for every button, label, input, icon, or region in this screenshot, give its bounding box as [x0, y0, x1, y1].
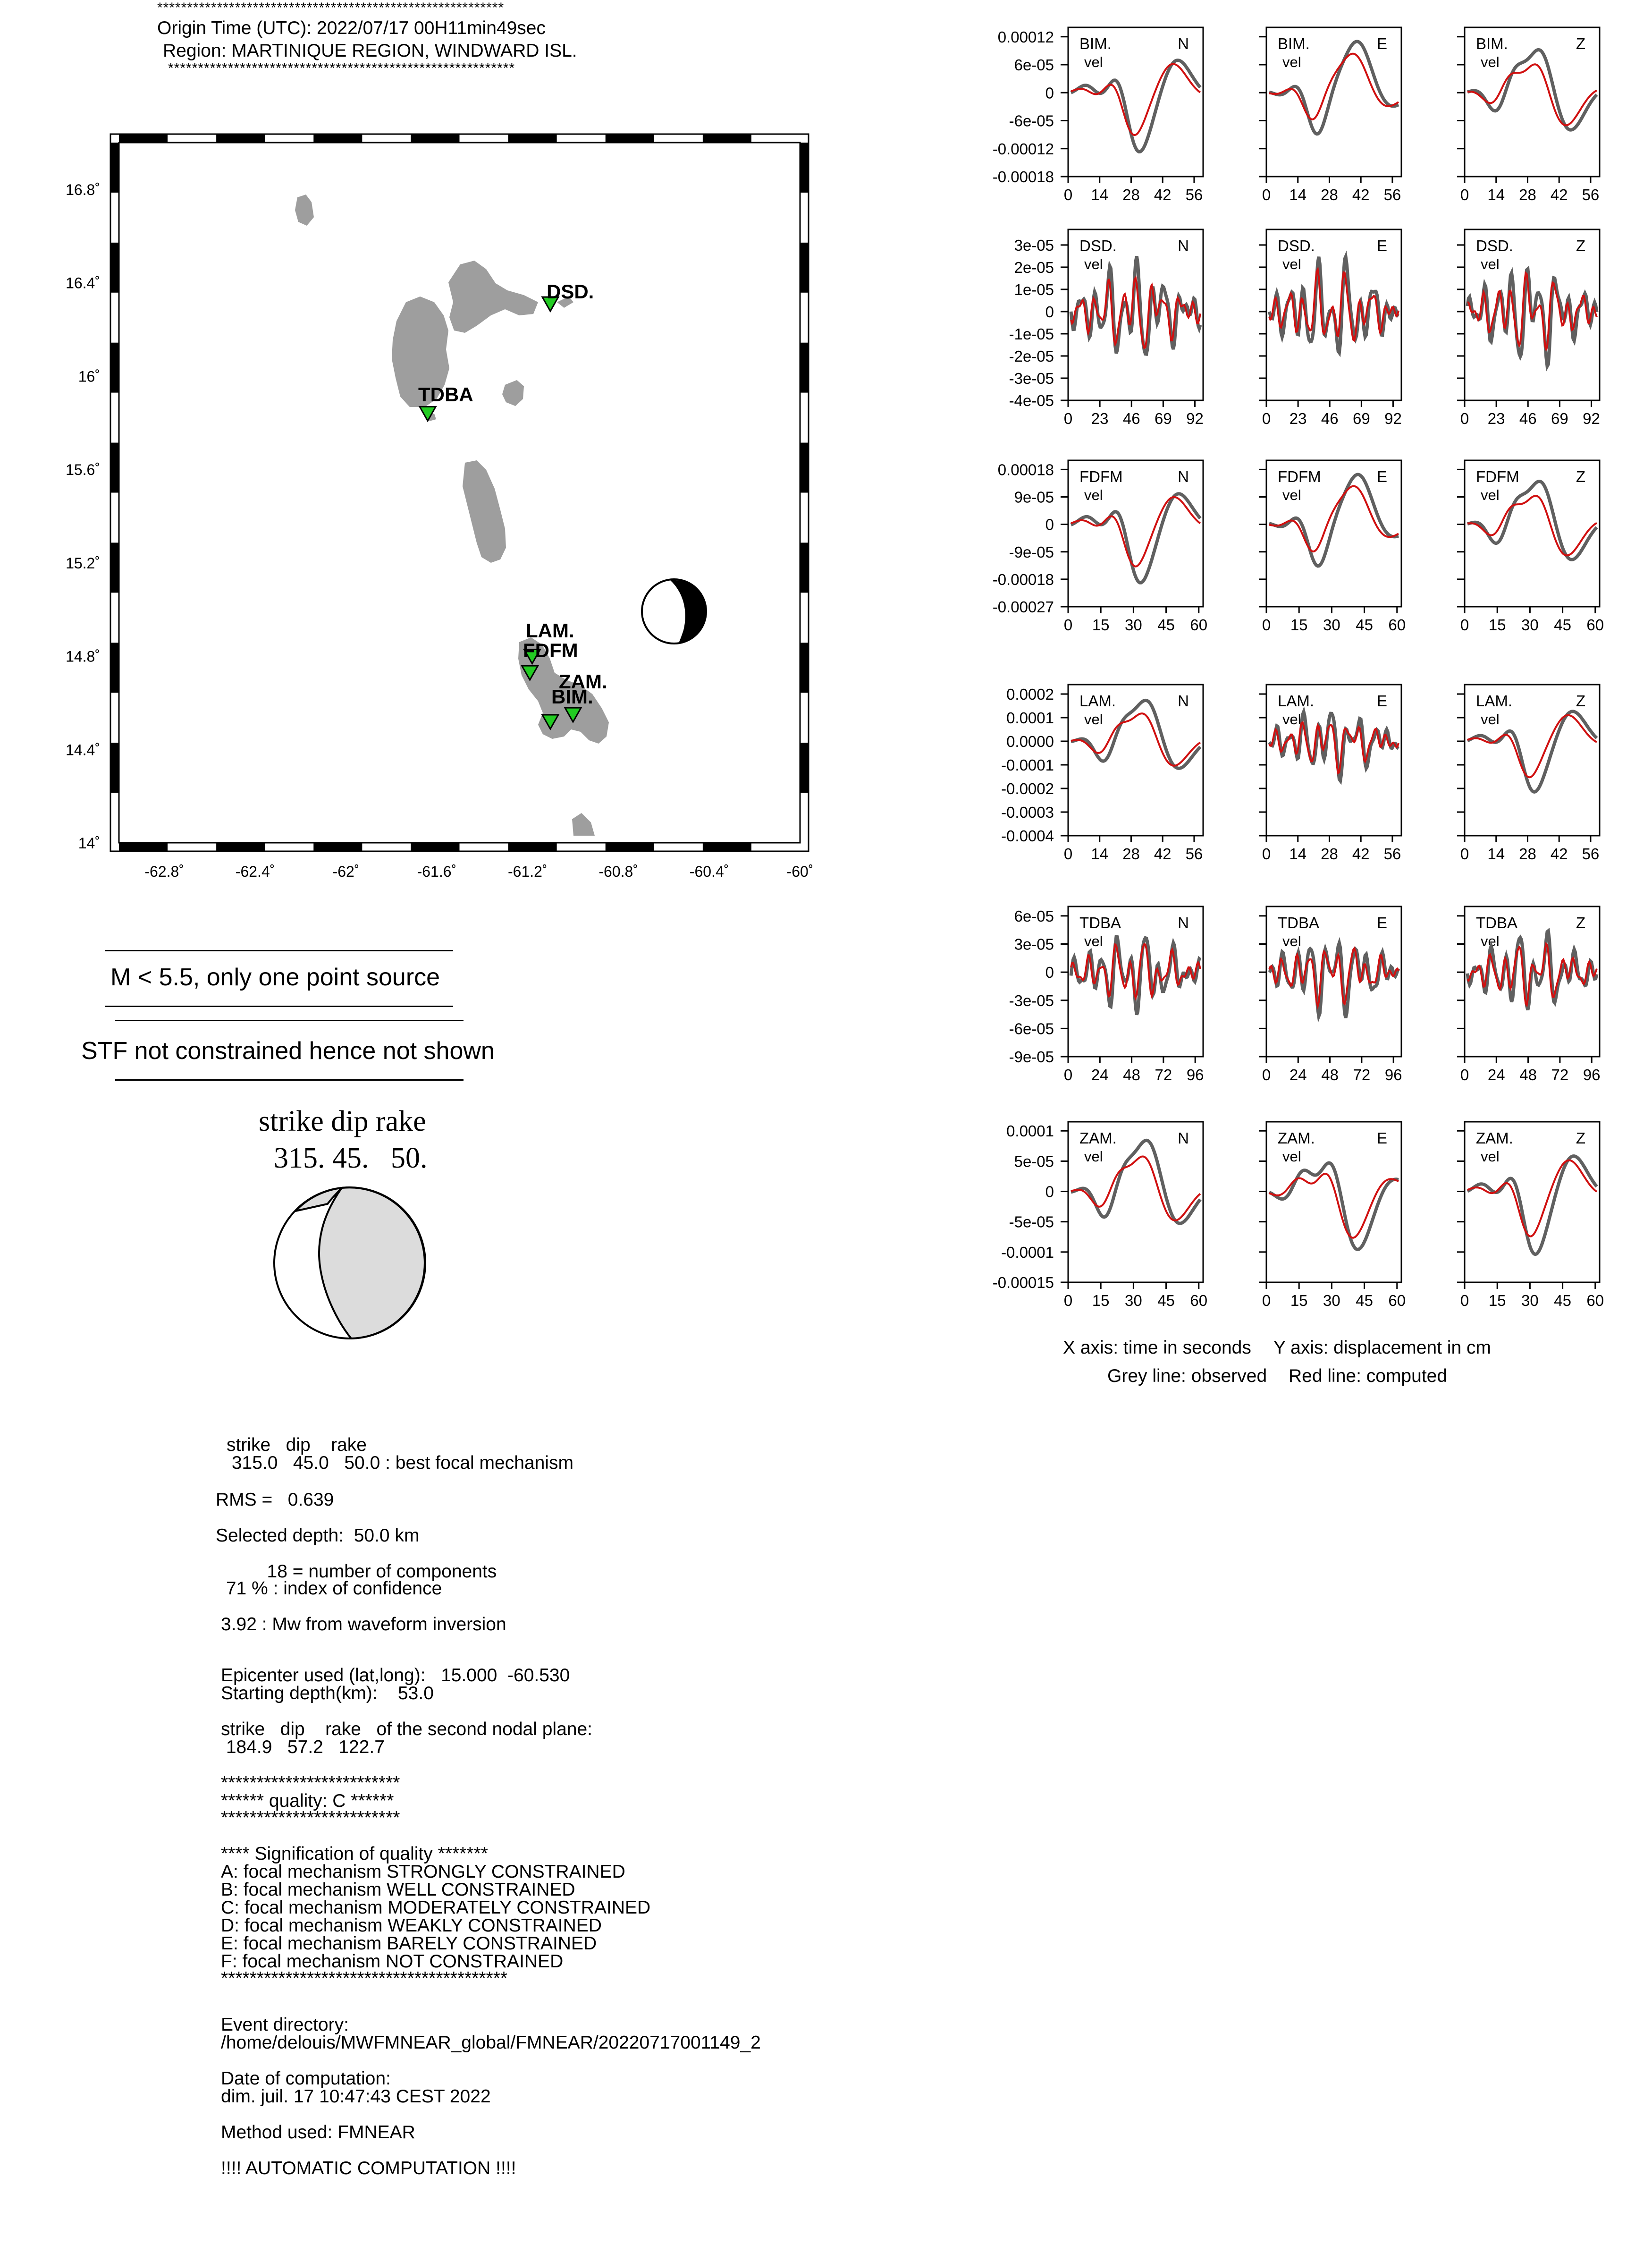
- x-tick-label: 15: [1092, 616, 1110, 634]
- x-tick-label: 56: [1185, 186, 1203, 203]
- station-label: FDFM: [1278, 468, 1321, 485]
- y-tick-label: -6e-05: [1009, 112, 1054, 130]
- y-tick-label: 0: [1045, 303, 1054, 321]
- header-stars-bottom: **********************************************************: [168, 60, 515, 76]
- x-tick-label: 0: [1460, 1066, 1469, 1084]
- starting-depth: Starting depth(km): 53.0: [221, 1683, 434, 1703]
- station-label: FDFM: [1476, 468, 1519, 485]
- wave-panel: [1457, 685, 1600, 863]
- y-tick-label: 0.00012: [997, 28, 1054, 46]
- island-dominica: [463, 460, 506, 563]
- lat-tick-label: 14˚: [78, 835, 100, 852]
- x-tick-label: 0: [1063, 410, 1073, 427]
- island-montserrat: [295, 195, 314, 226]
- station-label: BIM.: [1476, 35, 1508, 52]
- y-tick-label: 5e-05: [1014, 1152, 1054, 1170]
- y-tick-label: 2e-05: [1014, 258, 1054, 276]
- x-tick-label: 28: [1519, 186, 1536, 203]
- y-tick-label: -5e-05: [1009, 1213, 1054, 1231]
- x-tick-label: 0: [1460, 410, 1469, 427]
- x-tick-label: 42: [1352, 186, 1370, 203]
- y-tick-label: 0.0001: [1006, 709, 1054, 727]
- y-tick-label: -0.0004: [1001, 827, 1054, 845]
- x-tick-label: 0: [1063, 1292, 1073, 1309]
- quality-d: D: focal mechanism WEAKLY CONSTRAINED: [221, 1915, 602, 1936]
- wave-panel: [1009, 906, 1204, 1084]
- x-tick-label: 23: [1289, 410, 1307, 427]
- station-label: TDBA: [1079, 914, 1121, 932]
- x-tick-label: 45: [1554, 616, 1571, 634]
- wave-panel: [1457, 27, 1600, 203]
- station-label: DSD.: [547, 280, 594, 303]
- y-tick-label: -0.00018: [992, 168, 1054, 186]
- x-tick-label: 30: [1521, 1292, 1539, 1309]
- sdr-head: strike dip rake: [227, 1435, 367, 1455]
- station-label: TDBA: [1476, 914, 1518, 932]
- x-tick-label: 15: [1488, 616, 1506, 634]
- lat-tick-label: 15.2˚: [66, 554, 100, 572]
- vel-label: vel: [1084, 711, 1103, 728]
- station-label: LAM.: [526, 619, 574, 642]
- component-label: N: [1178, 468, 1189, 485]
- wave-panel: [993, 27, 1203, 203]
- x-tick-label: 0: [1262, 410, 1271, 427]
- x-tick-label: 28: [1122, 845, 1140, 863]
- y-tick-label: -4e-05: [1009, 392, 1054, 409]
- x-tick-label: 46: [1122, 410, 1140, 427]
- wave-panel: [1457, 906, 1601, 1084]
- quality-stars: ****************************************: [221, 1968, 508, 1989]
- quality-c: C: focal mechanism MODERATELY CONSTRAINED: [221, 1897, 651, 1918]
- x-tick-label: 24: [1091, 1066, 1109, 1084]
- x-tick-label: 0: [1262, 616, 1271, 634]
- x-tick-label: 30: [1125, 1292, 1142, 1309]
- component-label: N: [1178, 237, 1189, 254]
- y-tick-label: 0: [1045, 516, 1054, 534]
- x-tick-label: 96: [1186, 1066, 1204, 1084]
- y-tick-label: 0.0001: [1006, 1122, 1054, 1140]
- station-label: LAM.: [1476, 692, 1513, 710]
- quality-stars: *************************: [221, 1808, 400, 1828]
- island-st-lucia: [572, 813, 595, 836]
- rule: [115, 1079, 464, 1081]
- mechanism-values: 315. 45. 50.: [274, 1142, 428, 1174]
- x-tick-label: 48: [1321, 1066, 1339, 1084]
- station-label: ZAM.: [559, 670, 607, 693]
- x-tick-label: 92: [1583, 410, 1600, 427]
- x-tick-label: 92: [1186, 410, 1204, 427]
- legend-red: Red line: computed: [1289, 1366, 1448, 1386]
- x-tick-label: 96: [1384, 1066, 1402, 1084]
- vel-label: vel: [1084, 933, 1103, 949]
- y-tick-label: 0.0000: [1006, 733, 1054, 750]
- component-label: N: [1178, 692, 1189, 710]
- x-tick-label: 15: [1092, 1292, 1110, 1309]
- wave-panel: [1259, 27, 1401, 203]
- x-tick-label: 92: [1384, 410, 1402, 427]
- quality-b: B: focal mechanism WELL CONSTRAINED: [221, 1880, 575, 1900]
- x-tick-label: 14: [1289, 186, 1307, 203]
- vel-label: vel: [1084, 1148, 1103, 1165]
- component-label: E: [1376, 237, 1387, 254]
- x-tick-label: 42: [1550, 186, 1568, 203]
- region: Region: MARTINIQUE REGION, WINDWARD ISL.: [163, 41, 577, 61]
- wave-panel: [1009, 229, 1204, 427]
- sdr-best: 315.0 45.0 50.0 : best focal mechanism: [227, 1453, 573, 1473]
- x-tick-label: 23: [1091, 410, 1109, 427]
- x-tick-label: 56: [1383, 845, 1401, 863]
- x-tick-label: 56: [1383, 186, 1401, 203]
- y-tick-label: 6e-05: [1014, 907, 1054, 925]
- y-tick-label: -0.00015: [992, 1274, 1054, 1291]
- lat-tick-label: 14.8˚: [66, 648, 100, 665]
- component-label: Z: [1576, 1129, 1585, 1147]
- vel-label: vel: [1084, 487, 1103, 503]
- station-label: BIM.: [1079, 35, 1112, 52]
- x-tick-label: 0: [1063, 616, 1073, 634]
- station-label: LAM.: [1278, 692, 1315, 710]
- x-tick-label: 45: [1554, 1292, 1571, 1309]
- quality: ****** quality: C ******: [221, 1791, 394, 1811]
- date-label: Date of computation:: [221, 2068, 391, 2089]
- x-tick-label: 14: [1289, 845, 1307, 863]
- legend-grey: Grey line: observed: [1107, 1366, 1267, 1386]
- wave-panel: [1259, 460, 1406, 634]
- x-tick-label: 30: [1323, 616, 1340, 634]
- x-tick-label: 56: [1582, 845, 1600, 863]
- x-tick-label: 69: [1551, 410, 1568, 427]
- legend-y-axis: Y axis: displacement in cm: [1273, 1338, 1491, 1358]
- y-tick-label: 3e-05: [1014, 935, 1054, 953]
- lat-tick-label: 14.4˚: [66, 741, 100, 759]
- lon-tick-label: -62.4˚: [235, 863, 275, 880]
- component-label: Z: [1576, 914, 1585, 932]
- lon-tick-label: -60˚: [786, 863, 814, 880]
- station-label: ZAM.: [1278, 1129, 1315, 1147]
- x-tick-label: 46: [1321, 410, 1339, 427]
- wave-panel: [993, 460, 1207, 634]
- x-tick-label: 69: [1155, 410, 1172, 427]
- map-stations: [418, 280, 607, 729]
- y-tick-label: 3e-05: [1014, 236, 1054, 254]
- station-label: TDBA: [418, 383, 473, 406]
- vel-label: vel: [1481, 54, 1500, 70]
- component-label: Z: [1576, 35, 1585, 52]
- component-label: Z: [1576, 692, 1585, 710]
- lon-tick-label: -62.8˚: [144, 863, 184, 880]
- x-tick-label: 28: [1519, 845, 1536, 863]
- y-tick-label: -3e-05: [1009, 369, 1054, 387]
- x-tick-label: 60: [1586, 616, 1604, 634]
- y-tick-label: -6e-05: [1009, 1020, 1054, 1038]
- mw: 3.92 : Mw from waveform inversion: [221, 1614, 506, 1635]
- component-label: Z: [1576, 468, 1585, 485]
- x-tick-label: 15: [1488, 1292, 1506, 1309]
- quality-f: F: focal mechanism NOT CONSTRAINED: [221, 1951, 564, 1972]
- x-tick-label: 60: [1388, 616, 1406, 634]
- num-components: 18 = number of components: [221, 1561, 497, 1582]
- x-tick-label: 42: [1550, 845, 1568, 863]
- wave-panel: [993, 1122, 1207, 1309]
- rule: [115, 1020, 464, 1021]
- vel-label: vel: [1481, 933, 1500, 949]
- x-tick-label: 28: [1122, 186, 1140, 203]
- vel-label: vel: [1282, 1148, 1301, 1165]
- epicenter: Epicenter used (lat,long): 15.000 -60.530: [221, 1665, 570, 1686]
- sdr2-values: 184.9 57.2 122.7: [221, 1737, 385, 1757]
- station-label: DSD.: [1278, 237, 1315, 254]
- x-tick-label: 56: [1582, 186, 1600, 203]
- waveform-grid: [972, 0, 1652, 1322]
- y-tick-label: -1e-05: [1009, 325, 1054, 343]
- panel-frame: [1068, 229, 1203, 400]
- y-tick-label: -0.0001: [1001, 1243, 1054, 1261]
- date-value: dim. juil. 17 10:47:43 CEST 2022: [221, 2086, 491, 2107]
- island-grande-terre: [448, 261, 538, 333]
- component-label: E: [1376, 1129, 1387, 1147]
- y-tick-label: -0.00027: [992, 598, 1054, 616]
- y-tick-label: -0.0002: [1001, 780, 1054, 797]
- lat-tick-label: 15.6˚: [66, 461, 100, 479]
- station-label: DSD.: [1079, 237, 1117, 254]
- x-tick-label: 24: [1487, 1066, 1505, 1084]
- x-tick-label: 60: [1190, 616, 1208, 634]
- x-tick-label: 0: [1262, 845, 1271, 863]
- y-tick-label: 6e-05: [1014, 56, 1054, 74]
- origin-time: Origin Time (UTC): 2022/07/17 00H11min49sec: [157, 18, 546, 38]
- x-tick-label: 30: [1521, 616, 1539, 634]
- x-tick-label: 46: [1519, 410, 1537, 427]
- x-tick-label: 45: [1356, 616, 1373, 634]
- lon-tick-label: -60.8˚: [598, 863, 638, 880]
- vel-label: vel: [1481, 711, 1500, 728]
- x-tick-label: 30: [1125, 616, 1142, 634]
- map-beachball: [642, 579, 706, 644]
- wave-panel: [1259, 685, 1401, 863]
- station-label: BIM.: [1278, 35, 1310, 52]
- x-tick-label: 30: [1323, 1292, 1340, 1309]
- y-tick-label: -2e-05: [1009, 347, 1054, 365]
- m-note: M < 5.5, only one point source: [110, 964, 440, 991]
- quality-e: E: focal mechanism BARELY CONSTRAINED: [221, 1933, 597, 1954]
- x-tick-label: 60: [1190, 1292, 1208, 1309]
- x-tick-label: 0: [1460, 616, 1469, 634]
- x-tick-label: 42: [1352, 845, 1370, 863]
- wave-panel: [1259, 1122, 1406, 1309]
- wave-panel: [1457, 460, 1604, 634]
- map: [0, 132, 831, 897]
- vel-label: vel: [1282, 711, 1301, 728]
- component-label: Z: [1576, 237, 1585, 254]
- y-tick-label: -0.00012: [992, 140, 1054, 158]
- vel-label: vel: [1481, 1148, 1500, 1165]
- y-tick-label: -9e-05: [1009, 1048, 1054, 1066]
- wave-panel: [1259, 906, 1402, 1084]
- x-tick-label: 96: [1583, 1066, 1601, 1084]
- component-label: N: [1178, 914, 1189, 932]
- x-tick-label: 72: [1353, 1066, 1371, 1084]
- vel-label: vel: [1282, 487, 1301, 503]
- x-tick-label: 14: [1091, 186, 1109, 203]
- lat-tick-label: 16.4˚: [66, 274, 100, 292]
- y-tick-label: 0: [1045, 84, 1054, 102]
- header-stars-top: **********************************************************: [157, 0, 505, 16]
- x-tick-label: 24: [1289, 1066, 1307, 1084]
- quality-a: A: focal mechanism STRONGLY CONSTRAINED: [221, 1862, 625, 1882]
- wave-panel: [1457, 229, 1600, 427]
- method: Method used: FMNEAR: [221, 2122, 415, 2143]
- lon-tick-label: -61.6˚: [417, 863, 457, 880]
- x-tick-label: 42: [1154, 186, 1172, 203]
- x-tick-label: 60: [1388, 1292, 1406, 1309]
- component-label: E: [1376, 35, 1387, 52]
- y-tick-label: -9e-05: [1009, 543, 1054, 561]
- vel-label: vel: [1481, 256, 1500, 272]
- y-tick-label: -0.0003: [1001, 804, 1054, 821]
- legend-x-axis: X axis: time in seconds: [1063, 1338, 1251, 1358]
- x-tick-label: 0: [1063, 1066, 1073, 1084]
- y-tick-label: 0.0002: [1006, 686, 1054, 703]
- lon-tick-label: -60.4˚: [689, 863, 729, 880]
- x-tick-label: 0: [1262, 1292, 1271, 1309]
- vel-label: vel: [1282, 256, 1301, 272]
- map-frame: [66, 134, 813, 880]
- event-dir-path: /home/delouis/MWFMNEAR_global/FMNEAR/20220717001149_2: [221, 2033, 761, 2053]
- x-tick-label: 0: [1063, 186, 1073, 203]
- y-tick-label: 0.00018: [997, 461, 1054, 479]
- x-tick-label: 45: [1157, 616, 1175, 634]
- x-tick-label: 48: [1123, 1066, 1140, 1084]
- event-dir-label: Event directory:: [221, 2015, 349, 2035]
- x-tick-label: 0: [1460, 1292, 1469, 1309]
- quality-stars: *************************: [221, 1773, 400, 1793]
- y-tick-label: 9e-05: [1014, 488, 1054, 506]
- x-tick-label: 45: [1157, 1292, 1175, 1309]
- y-tick-label: -0.0001: [1001, 756, 1054, 774]
- island-marie-galante: [502, 380, 524, 406]
- y-tick-label: 1e-05: [1014, 280, 1054, 298]
- x-tick-label: 15: [1290, 1292, 1308, 1309]
- vel-label: vel: [1282, 54, 1301, 70]
- station-label: ZAM.: [1079, 1129, 1117, 1147]
- y-tick-label: 0: [1045, 1183, 1054, 1201]
- x-tick-label: 0: [1262, 1066, 1271, 1084]
- x-tick-label: 45: [1356, 1292, 1373, 1309]
- x-tick-label: 14: [1487, 186, 1505, 203]
- selected-depth: Selected depth: 50.0 km: [216, 1525, 420, 1546]
- component-label: N: [1178, 1129, 1189, 1147]
- x-tick-label: 69: [1353, 410, 1370, 427]
- station-label: LAM.: [1079, 692, 1116, 710]
- station-label: FDFM: [523, 639, 578, 661]
- mechanism-heading: strike dip rake: [259, 1105, 426, 1137]
- x-tick-label: 23: [1487, 410, 1505, 427]
- rms: RMS = 0.639: [216, 1490, 334, 1510]
- auto-computation: !!!! AUTOMATIC COMPUTATION !!!!: [221, 2158, 516, 2178]
- vel-label: vel: [1282, 933, 1301, 949]
- x-tick-label: 15: [1290, 616, 1308, 634]
- x-tick-label: 28: [1321, 186, 1338, 203]
- quality-signification: **** Signification of quality *******: [221, 1844, 488, 1864]
- x-tick-label: 60: [1586, 1292, 1604, 1309]
- station-label: DSD.: [1476, 237, 1513, 254]
- x-tick-label: 14: [1091, 845, 1109, 863]
- station-label: TDBA: [1278, 914, 1320, 932]
- station-label: FDFM: [1079, 468, 1123, 485]
- x-tick-label: 14: [1487, 845, 1505, 863]
- wave-panel: [1259, 229, 1402, 427]
- x-tick-label: 56: [1185, 845, 1203, 863]
- x-tick-label: 48: [1519, 1066, 1537, 1084]
- x-tick-label: 72: [1551, 1066, 1569, 1084]
- lat-tick-label: 16˚: [78, 368, 100, 385]
- confidence: 71 % : index of confidence: [221, 1578, 442, 1599]
- sdr2-head: strike dip rake of the second nodal plane:: [221, 1719, 592, 1739]
- beachball-large: [272, 1185, 428, 1341]
- rule: [105, 950, 453, 951]
- lon-tick-label: -61.2˚: [508, 863, 548, 880]
- x-tick-label: 42: [1154, 845, 1172, 863]
- station-label: ZAM.: [1476, 1129, 1513, 1147]
- component-label: N: [1178, 35, 1189, 52]
- lat-tick-label: 16.8˚: [66, 181, 100, 198]
- rule: [105, 1006, 453, 1007]
- vel-label: vel: [1084, 54, 1103, 70]
- y-tick-label: -0.00018: [992, 570, 1054, 588]
- component-label: E: [1376, 692, 1387, 710]
- y-tick-label: 0: [1045, 964, 1054, 982]
- x-tick-label: 28: [1321, 845, 1338, 863]
- component-label: E: [1376, 468, 1387, 485]
- wave-panel: [1457, 1122, 1604, 1309]
- component-label: E: [1376, 914, 1387, 932]
- x-tick-label: 0: [1460, 186, 1469, 203]
- wave-panel: [1001, 685, 1203, 863]
- x-tick-label: 72: [1155, 1066, 1172, 1084]
- stf-note: STF not constrained hence not shown: [81, 1037, 495, 1065]
- lon-tick-label: -62˚: [332, 863, 360, 880]
- vel-label: vel: [1481, 487, 1500, 503]
- station-label: BIM.: [551, 686, 593, 708]
- x-tick-label: 0: [1460, 845, 1469, 863]
- x-tick-label: 0: [1262, 186, 1271, 203]
- x-tick-label: 0: [1063, 845, 1073, 863]
- y-tick-label: -3e-05: [1009, 991, 1054, 1009]
- vel-label: vel: [1084, 256, 1103, 272]
